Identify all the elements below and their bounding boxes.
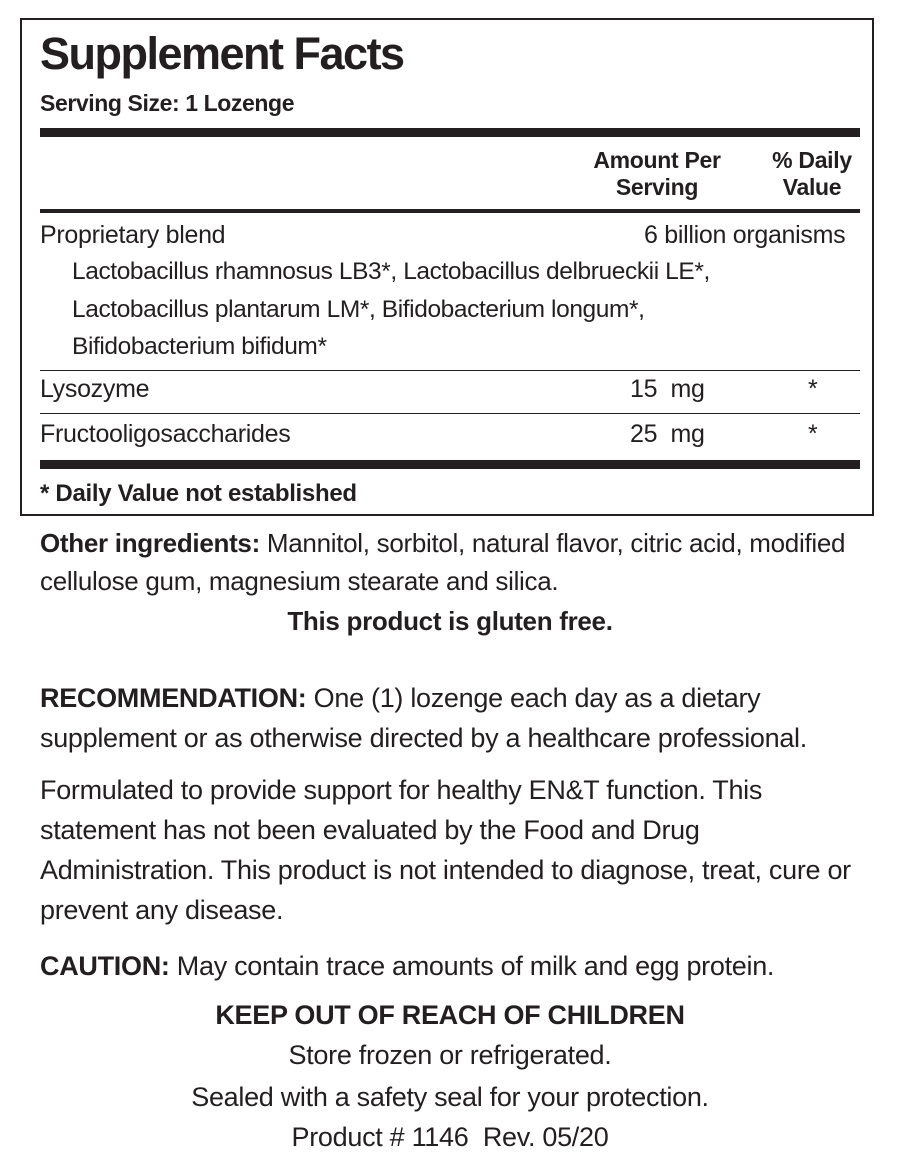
caution — [40, 946, 870, 986]
column-header-daily-value: % Daily Value — [772, 147, 852, 200]
safety-seal-note: Sealed with a safety seal for your protection. — [191, 1082, 709, 1112]
product-number: Product # 1146 Rev. 05/20 — [291, 1122, 609, 1152]
row-fos-name: Fructooligosaccharides — [40, 420, 291, 448]
blend-ingredient-line: Lactobacillus plantarum LM*, Bifidobacterium longum*, — [72, 296, 645, 323]
daily-value-footnote: * Daily Value not established — [40, 480, 357, 507]
supplement-facts-panel — [20, 18, 874, 516]
other-ingredients-text: Mannitol, sorbitol, natural flavor, citric acid, modified cellulose gum, magnesium stearate and silica. — [40, 528, 846, 596]
row-fos-amount: 25 mg — [630, 420, 705, 448]
divider-header — [40, 209, 860, 213]
other-ingredients-label: Other ingredients: — [40, 528, 260, 558]
other-ingredients — [40, 524, 870, 600]
caution-label: CAUTION: — [40, 951, 170, 981]
column-header-amount: Amount Per Serving — [593, 147, 721, 200]
recommendation-text: One (1) lozenge each day as a dietary supplement or as otherwise directed by a healthcare professional. — [40, 683, 807, 753]
blend-name: Proprietary blend — [40, 221, 226, 249]
facts-title: Supplement Facts — [40, 28, 404, 79]
divider-thick-top — [40, 128, 860, 137]
blend-ingredient-line: Lactobacillus rhamnosus LB3*, Lactobacillus delbrueckii LE*, — [72, 258, 710, 285]
blend-ingredient-line: Bifidobacterium bifidum* — [72, 333, 327, 360]
serving-size: Serving Size: 1 Lozenge — [40, 90, 295, 116]
row-lysozyme-amount: 15 mg — [630, 375, 705, 403]
divider-thick-bottom — [40, 460, 860, 469]
divider-row — [40, 413, 860, 414]
row-fos-dv: * — [808, 420, 818, 448]
keep-out-warning: KEEP OUT OF REACH OF CHILDREN — [215, 1000, 685, 1030]
blend-amount: 6 billion organisms — [644, 221, 846, 249]
recommendation-label: RECOMMENDATION: — [40, 683, 307, 713]
fda-statement: Formulated to provide support for healthy EN&T function. This statement has not been evaluated by the Food and Drug Administration. This product is not intended to diagnose, treat, cure or prevent any disease. — [40, 775, 851, 925]
gluten-free-statement: This product is gluten free. — [287, 606, 613, 636]
caution-text: May contain trace amounts of milk and egg protein. — [169, 951, 775, 981]
row-lysozyme-name: Lysozyme — [40, 375, 150, 403]
divider-row — [40, 370, 860, 371]
row-lysozyme-dv: * — [808, 375, 818, 403]
recommendation — [40, 678, 870, 758]
storage-instructions: Store frozen or refrigerated. — [288, 1040, 612, 1070]
